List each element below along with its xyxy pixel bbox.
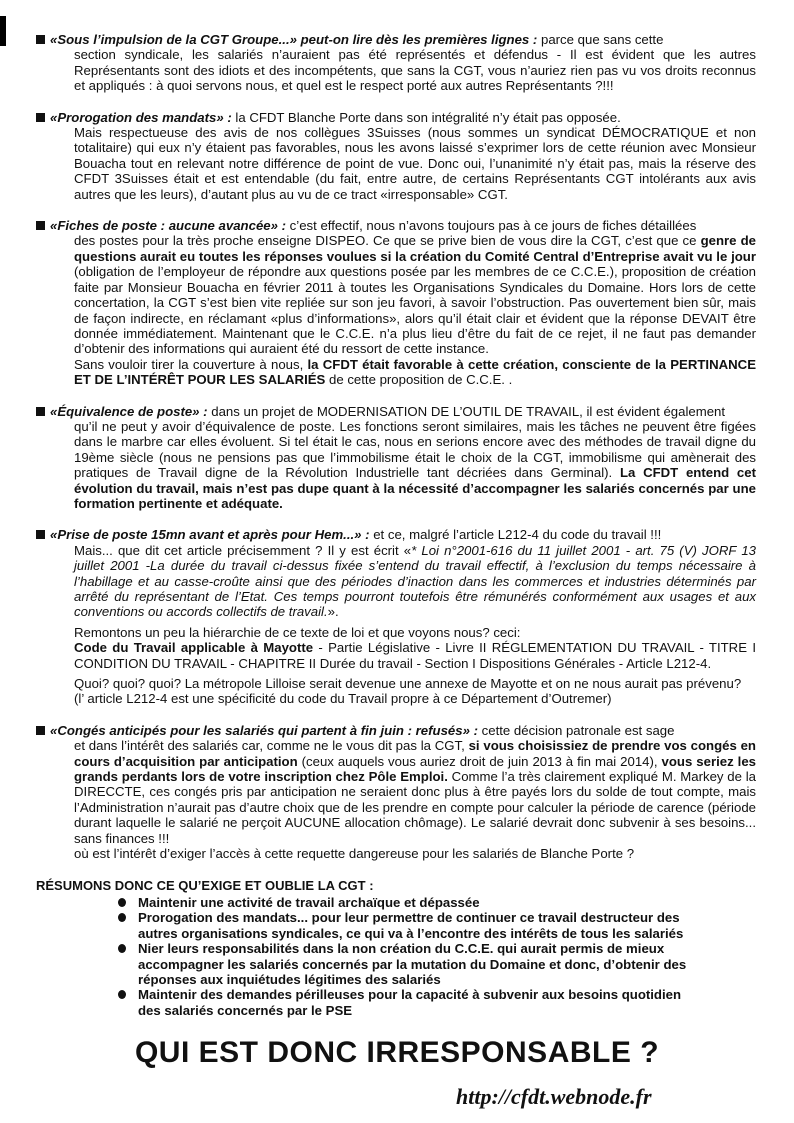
- section-closing: [36, 357, 756, 388]
- note-text: (l’ article L212-4 est une spécificité du code du Travail propre à ce Département d’Outremer): [74, 691, 612, 707]
- square-bullet-icon: [36, 113, 45, 122]
- hierarchy-intro: Remontons un peu la hiérarchie de ce texte de loi et que voyons nous? ceci:: [74, 624, 521, 640]
- closing-headline: QUI EST DONC IRRESPONSABLE ?: [134, 1036, 660, 1069]
- section-text: section syndicale, les salariés n’auraient pas été représentés et défendus - Il est évident que les autres Représentants sont des idiots et des incompétents, que sans la CGT, vous n’auriez rien pas vu vos droits reconnus et appliqués : à quoi servons nous, et quel est le respect porté aux autres Représentants ?!!!: [74, 47, 756, 94]
- text-run: qu’il ne peut y avoir d’équivalence de poste. Les fonctions seront similaires, mais les tâches ne peuvent être figées dans le marbre car elles évoluent. Si tel était le cas, nous en serions encore avec des méthodes de travail digne du 19ème siècle (nous ne pensions pas que l’immobilisme était le choix de la CGT, immobilisme qui amènerait des pratiques de Travail digne de la Révolution Industrielle tant décriées dans Germinal).: [74, 418, 756, 481]
- section-heading: «Fiches de poste : aucune avancée» :: [50, 218, 287, 234]
- section-closing: où est l’intérêt d’exiger l’accès à cette requette dangereuse pour les salariés de Blanche Porte ?: [74, 846, 635, 862]
- section-heading: «Sous l’impulsion de la CGT Groupe...» peut-on lire dès les premières lignes :: [50, 32, 538, 47]
- section-heading: «Prorogation des mandats» :: [50, 109, 232, 125]
- document-body: [36, 32, 756, 1018]
- round-bullet-icon: [118, 990, 126, 999]
- round-bullet-icon: [118, 898, 126, 907]
- section-text: [36, 419, 756, 511]
- summary-title: RÉSUMONS DONC CE QU’EXIGE ET OUBLIE LA CGT :: [36, 877, 374, 893]
- summary-item: Nier leurs responsabilités dans la non création du C.C.E. qui aurait permis de mieux accompagner les salariés concernés par la mutation du Domaine et donc, d’obtenir des réponses aux inquiétudes légitimes des salariés: [118, 941, 698, 987]
- website-link[interactable]: http://cfdt.webnode.fr: [456, 1084, 652, 1109]
- round-bullet-icon: [118, 944, 126, 953]
- text-run: de cette proposition de C.C.E. .: [325, 372, 513, 388]
- text-run: Sans vouloir tirer la couverture à nous,: [74, 356, 308, 372]
- question-text: Quoi? quoi? quoi? La métropole Lilloise serait devenue une annexe de Mayotte et on ne nous aurait pas prévenu?: [74, 676, 742, 692]
- round-bullet-icon: [118, 913, 126, 922]
- section-lead: cette décision patronale est sage: [477, 722, 675, 738]
- section-lead: c’est effectif, nous n’avons toujours pas à ce jours de fiches détaillées: [286, 218, 697, 234]
- section-heading: «Prise de poste 15mn avant et après pour Hem...» :: [50, 527, 370, 543]
- square-bullet-icon: [36, 726, 45, 735]
- hierarchy-path: [36, 640, 756, 671]
- section-prorogation: [36, 110, 756, 202]
- section-lead: la CFDT Blanche Porte dans son intégralité n’y était pas opposée.: [231, 109, 621, 125]
- text-run: (ceux auquels vous auriez droit de juin 2013 à fin mai 2014),: [297, 753, 662, 769]
- summary-item: Prorogation des mandats... pour leur permettre de continuer ce travail destructeur des autres organisations syndicales, ce qui va à l’encontre des intérêts de tous les salariés: [118, 910, 698, 941]
- text-run-bold: La CFDT entend cet évolution du travail, mais n’est pas dupe quant à la nécessité d’accompagner les salariés concernés par une formation pertinente et adéquate.: [74, 465, 756, 511]
- text-run-bold: genre de questions aurait eu toutes les réponses voulues si la création du Comité Central d’Entreprise avait vu le jour: [74, 233, 757, 264]
- section-equivalence: [36, 404, 756, 512]
- text-run: et dans l’intérêt des salariés car, comme ne le vous dit pas la CGT,: [74, 738, 469, 754]
- text-run: des postes pour la très proche enseigne DISPEO. Ce que se prive bien de vous dire la CGT, c’est que ce: [74, 233, 701, 249]
- section-text: [36, 543, 756, 620]
- text-run: (obligation de l’employeur de répondre aux questions posée par les membres de ce C.C.E.), proposition de création faite par Monsieur Bouacha en février 2011 à toutes les Organisations Syndicales du Domaine. Hors lors de cette concertation, la CGT s’est bien vite repliée sur son jeu favori, à savoir l’obstruction. Pas ouvertement bien sûr, mais de façon indirecte, en réclamant «plus d’informations», alors qu’il était clair et évident que la réponse DEVAIT être donnée immédiatement. Maintenant que le C.C.E. n’a plus lieu d’être du fait de ce rejet, il ne faut pas demander d’obtenir des informations qui auraient été du ressort de cette instance.: [74, 264, 756, 357]
- square-bullet-icon: [36, 221, 45, 230]
- text-run: Mais... que dit cet article précisemment ? Il y est écrit «: [74, 542, 412, 558]
- section-sous-impulsion: [36, 32, 756, 94]
- text-run-bold: si vous choisissiez de prendre vos congés en cours d’acquisition par anticipation: [74, 738, 756, 769]
- summary-item: Maintenir une activité de travail archaïque et dépassée: [118, 895, 698, 910]
- square-bullet-icon: [36, 530, 45, 539]
- law-quote: * Loi n°2001-616 du 11 juillet 2001 - art. 75 (V) JORF 13 juillet 2001 -La durée du travail ci-dessus fixée s’entend du travail effectif, à l’exclusion du temps nécessaire à l’habillage et au casse-croûte ainsi que des périodes d’inaction dans les commerces et industries déterminés par arrêté du représentant de l’Etat. Ces temps pourront toutefois être rémunérés conformément aux usages et aux conventions ou accords collectifs de travail.: [74, 542, 756, 620]
- code-title: Code du Travail applicable à Mayotte: [74, 640, 314, 656]
- section-text: [36, 233, 756, 356]
- text-run-bold: vous seriez les grands perdants lors de votre inscription chez Pôle Emploi.: [74, 753, 756, 785]
- corner-mark: [0, 16, 6, 46]
- section-heading: «Équivalence de poste» :: [50, 403, 208, 419]
- section-heading: «Congés anticipés pour les salariés qui partent à fin juin : refusés» :: [50, 722, 478, 738]
- section-prise-de-poste: [36, 527, 756, 706]
- section-lead: parce que sans cette: [537, 32, 664, 47]
- section-text: [36, 738, 756, 846]
- text-run: ».: [327, 604, 339, 620]
- section-fiches-de-poste: [36, 218, 756, 387]
- section-text: Mais respectueuse des avis de nos collègues 3Suisses (nous sommes un syndicat DÉMOCRATIQUE et non totalitaire) qui eux n’y étaient pas favorables, nous les avons laissé s’exprimer lors de cette réunion avec Monsieur Bouacha tout en relevant notre différence de point de vue. Donc oui, l’unanimité n’y était pas, mais la réserve des CFDT 3Suisses était et est entendable (du fait, entre autre, de certains Représentants CGT intolérants aux avis autres que les leurs), d’autant plus au vu de ce tract «irresponsable» CGT.: [74, 125, 756, 202]
- text-run: - Partie Législative - Livre II RÉGLEMENTATION DU TRAVAIL - TITRE I CONDITION DU TRAVAIL - CHAPITRE II Durée du travail - Section I Dispositions Générales - Article L212-4.: [74, 640, 756, 671]
- section-conges-anticipes: [36, 723, 756, 862]
- text-run-bold: la CFDT était favorable à cette création, consciente de la PERTINANCE ET DE L’INTÉRÊT POUR LES SALARIÉS: [74, 356, 756, 388]
- text-run: Comme l’a très clairement expliqué M. Markey de la DIRECCTE, ces congés pris par anticipation ne seraient donc plus à être payés lors du solde de tout compte, mais l’Administration n’aurait pas d’autre choix que de les prendre en compte pour calculer la période de carence (période durant laquelle le salarié ne perçoit AUCUNE allocation chômage). Le salarié devrait donc subvenir à ses besoins... sans finances !!!: [74, 769, 756, 846]
- summary-list: [36, 895, 756, 1018]
- square-bullet-icon: [36, 35, 45, 44]
- section-lead: dans un projet de MODERNISATION DE L’OUTIL DE TRAVAIL, il est évident également: [207, 403, 726, 419]
- summary-item: Maintenir des demandes périlleuses pour la capacité à subvenir aux besoins quotidien des salariés concernés par le PSE: [118, 987, 698, 1018]
- section-lead: et ce, malgré l’article L212-4 du code du travail !!!: [369, 527, 662, 543]
- square-bullet-icon: [36, 407, 45, 416]
